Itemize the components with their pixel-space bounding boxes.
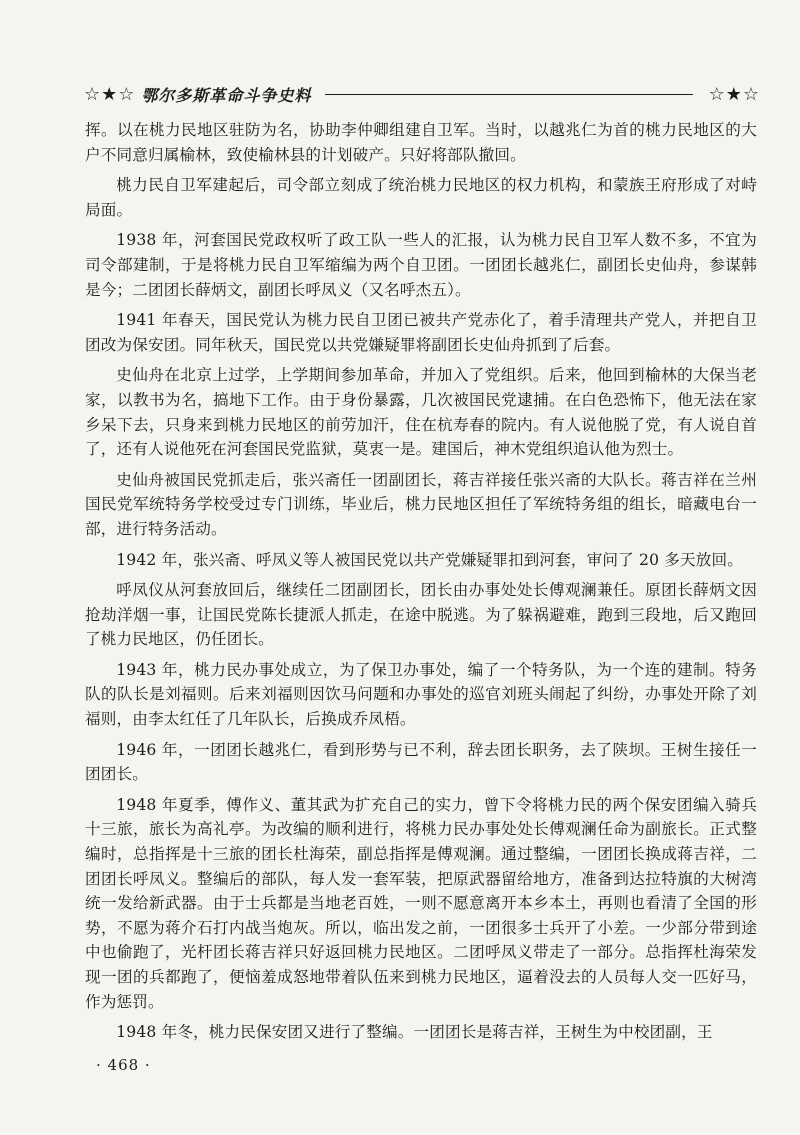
paragraph: 史仙舟在北京上过学，上学期间参加革命，并加入了党组织。后来，他回到榆林的大保当老家，以教书为名，搞地下工作。由于身份暴露，几次被国民党逮捕。在白色恐怖下，他无法在家乡呆下去，只身来到桃力民地区的前劳加汗，住在杭寿春的院内。有人说他脱了党，有人说自首了，还有人说他死在河套国民党监狱，莫衷一是。建国后，神木党组织追认他为烈士。 bbox=[85, 366, 757, 459]
paragraph: 1946 年，一团团长越兆仁，看到形势与已不利，辞去团长职务，去了陕坝。王树生接任一团团长。 bbox=[85, 740, 757, 784]
paragraph: 1948 年夏季，傅作义、董其武为扩充自己的实力，曾下令将桃力民的两个保安团编入骑兵十三旅，旅长为高礼亭。为改编的顺利进行，将桃力民办事处处长傅观澜任命为副旅长。正式整编时，总指挥是十三旅的团长杜海荣，副总指挥是傅观澜。通过整编，一团团长换成蒋吉祥，二团团长呼凤义。整编后的部队，每人发一套军装，把原武器留给地方，准备到达拉特旗的大树湾统一发给新武器。由于士兵都是当地老百姓，一则不愿意离开本乡本土，再则也看清了全国的形势，不愿为蒋介石打内战当炮灰。所以，临出发之前，一团很多士兵开了小差。一少部分带到途中也偷跑了，光杆团长蒋吉祥只好返回桃力民地区。二团呼凤义带走了一部分。总指挥杜海荣发现一团的兵都跑了，便恼羞成怒地带着队伍来到桃力民地区，逼着没去的人员每人交一匹好马，作为惩罚。 bbox=[85, 795, 757, 1011]
header-title: 鄂尔多斯革命斗争史料 bbox=[141, 85, 312, 105]
paragraph: 呼凤仪从河套放回后，继续任二团副团长，团长由办事处处长傅观澜兼任。原团长薛炳文因抢劫洋烟一事，让国民党陈长捷派人抓走，在途中脱逃。为了躲祸避难，跑到三段地，后又跑回了桃力民地区，仍任团长。 bbox=[85, 581, 757, 649]
paragraph: 1943 年，桃力民办事处成立，为了保卫办事处，编了一个特务队，为一个连的建制。特务队的队长是刘福则。后来刘福则因饮马问题和办事处的巡官刘班头闹起了纠纷，办事处开除了刘福则，由李太红任了几年队长，后换成乔凤梧。 bbox=[85, 660, 757, 729]
paragraph: 1948 年冬，桃力民保安团又进行了整编。一团团长是蒋吉祥，王树生为中校团副，王 bbox=[116, 1023, 713, 1042]
paragraph: 1938 年，河套国民党政权听了政工队一些人的汇报，认为桃力民自卫军人数不多，不宜为司令部建制，于是将桃力民自卫军缩编为两个自卫团。一团团长越兆仁，副团长史仙舟，参谋韩是今；二团团长薛炳文，副团长呼凤义（又名呼杰五）。 bbox=[85, 231, 757, 299]
paragraph: 桃力民自卫军建起后，司令部立刻成了统治桃力民地区的权力机构，和蒙族王府形成了对峙局面。 bbox=[85, 176, 757, 219]
running-header bbox=[84, 80, 760, 108]
body-text bbox=[85, 118, 757, 1051]
paragraph: 1942 年，张兴斋、呼凤义等人被国民党以共产党嫌疑罪扣到河套，审问了 20 多天放回。 bbox=[116, 550, 743, 569]
header-rule bbox=[325, 94, 692, 95]
paragraph: 挥。以在桃力民地区驻防为名，协助李仲卿组建自卫军。当时，以越兆仁为首的桃力民地区的大户不同意归属榆林，致使榆林县的计划破产。只好将部队撤回。 bbox=[85, 121, 757, 164]
paragraph: 1941 年春天，国民党认为桃力民自卫团已被共产党赤化了，着手清理共产党人，并把自卫团改为保安团。同年秋天，国民党以共党嫌疑罪将副团长史仙舟抓到了后套。 bbox=[85, 311, 757, 354]
paragraph: 史仙舟被国民党抓走后，张兴斋任一团副团长，蒋吉祥接任张兴斋的大队长。蒋吉祥在兰州国民党军统特务学校受过专门训练，毕业后，桃力民地区担任了军统特务组的组长，暗藏电台一部，进行特务活动。 bbox=[85, 470, 757, 538]
header-stars-right: ☆★☆ bbox=[708, 83, 760, 105]
page-number: · 468 · bbox=[96, 1056, 151, 1074]
header-stars-left: ☆★☆ bbox=[84, 83, 136, 105]
